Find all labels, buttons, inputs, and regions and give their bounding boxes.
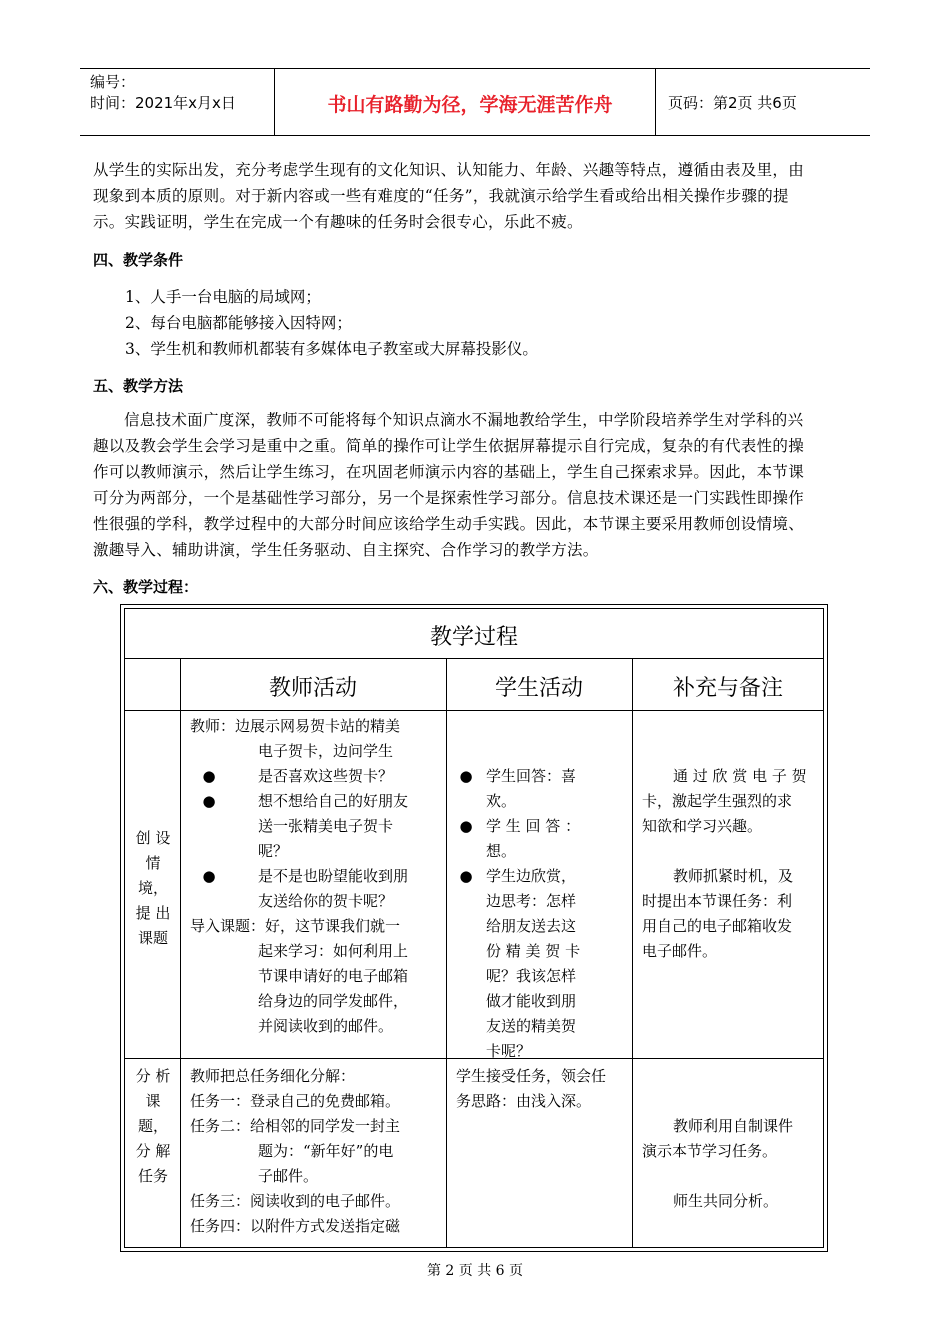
- text-line: 通 过 欣 赏 电 子 贺: [673, 767, 807, 785]
- text-line: 学生边欣赏，: [486, 867, 577, 885]
- notes-cell: [642, 1114, 820, 1214]
- list-item: 3、学生机和教师机都装有多媒体电子教室或大屏幕投影仪。: [125, 340, 538, 358]
- bullet-icon: ●: [459, 867, 473, 885]
- text-line: 并阅读收到的邮件。: [258, 1017, 394, 1035]
- list-item: [459, 764, 628, 814]
- list-item: 2、每台电脑都能够接入因特网；: [125, 314, 352, 332]
- text-line: 演示本节学习任务。: [642, 1142, 778, 1160]
- header-meta: [90, 72, 236, 114]
- label-line: 任务: [137, 1167, 168, 1185]
- bullet-icon: ●: [459, 767, 473, 785]
- list-item: [190, 864, 442, 914]
- text-line: 务思路：由浅入深。: [456, 1092, 592, 1110]
- bullet-icon: ●: [202, 792, 216, 810]
- text-line: 卡呢？: [486, 1042, 532, 1060]
- text-line: 节课申请好的电子邮箱: [258, 967, 409, 985]
- page-footer: 第 2 页 共 6 页: [426, 1263, 524, 1279]
- text-line: 作可以教师演示，然后让学生练习，在巩固老师演示内容的基础上，学生自己探索求异。因此，本节课: [93, 463, 805, 481]
- text-line: 性很强的学科，教学过程中的大部分时间应该给学生动手实践。因此，本节课主要采用教师创设情境、: [93, 515, 805, 533]
- section-heading: 五、教学方法: [93, 377, 184, 395]
- label-line: 课题: [137, 929, 168, 947]
- table-title: 教学过程: [429, 625, 518, 650]
- text-line: 任务二：给相邻的同学发一封主: [190, 1117, 401, 1135]
- label-line: 分 解: [135, 1142, 171, 1160]
- text-line: 任务一：登录自己的免费邮箱。: [190, 1092, 401, 1110]
- header-divider: [274, 68, 275, 136]
- text-line: 子邮件。: [258, 1167, 319, 1185]
- text-line: 给身边的同学发邮件，: [258, 992, 409, 1010]
- text-line: 现象到本质的原则。对于新内容或一些有难度的“任务”，我就演示给学生看或给出相关操作步骤的提: [93, 187, 789, 205]
- text-line: 想不想给自己的好朋友: [258, 792, 409, 810]
- text-line: 任务四：以附件方式发送指定磁: [190, 1217, 401, 1235]
- text-line: 学生回答：喜: [486, 767, 577, 785]
- row-label-create-scenario: [130, 826, 176, 951]
- teacher-activity-cell: [190, 1064, 442, 1239]
- label-line: 课: [145, 1092, 161, 1110]
- list-item: 1、人手一台电脑的局域网；: [125, 288, 321, 306]
- bullet-icon: ●: [202, 767, 216, 785]
- text-line: 呢？我该怎样: [486, 967, 577, 985]
- text-line: 示。实践证明，学生在完成一个有趣味的任务时会很专心，乐此不疲。: [93, 213, 583, 231]
- table-rule: [124, 658, 824, 659]
- list-item: [459, 864, 628, 1064]
- col-header-notes: 补充与备注: [672, 676, 783, 701]
- text-line: 学 生 回 答 ：: [486, 817, 581, 835]
- text-line: 想。: [486, 842, 517, 860]
- text-line: 趣以及教会学生会学习是重中之重。简单的操作可让学生依据屏幕提示自行完成，复杂的有代表性的操: [93, 437, 805, 455]
- text-line: 任务三：阅读收到的电子邮件。: [190, 1192, 401, 1210]
- header-bottom-rule: [80, 135, 870, 136]
- text-line: 题为：“新年好”的电: [258, 1142, 394, 1160]
- table-col-rule: [180, 658, 181, 1248]
- text-line: 从学生的实际出发，充分考虑学生现有的文化知识、认知能力、年龄、兴趣等特点，遵循由表及里，由: [93, 161, 805, 179]
- list-item: [190, 789, 442, 864]
- page-header: [80, 68, 870, 136]
- text-line: 教师把总任务细化分解：: [190, 1067, 356, 1085]
- doc-date: 时间：2021年x月x日: [90, 94, 236, 112]
- text-line: 导入课题：好，这节课我们就一: [190, 917, 401, 935]
- row-label-analyze-task: [130, 1064, 176, 1189]
- label-line: 分 析: [135, 1067, 171, 1085]
- bullet-icon: ●: [459, 817, 473, 835]
- text-line: 欢。: [486, 792, 517, 810]
- text-line: 教师：边展示网易贺卡站的精美: [190, 717, 401, 735]
- method-paragraph: [93, 407, 859, 563]
- intro-paragraph: [93, 157, 859, 235]
- text-line: 是不是也盼望能收到朋: [258, 867, 409, 885]
- text-line: 友送的精美贺: [486, 1017, 577, 1035]
- header-page-number: 页码：第2页 共6页: [668, 94, 797, 112]
- text-line: 卡，激起学生强烈的求: [642, 792, 793, 810]
- list-item: [190, 764, 442, 789]
- text-line: 学生接受任务，领会任: [456, 1067, 607, 1085]
- text-line: 用自己的电子邮箱收发: [642, 917, 793, 935]
- text-line: 师生共同分析。: [673, 1192, 779, 1210]
- header-top-rule: [80, 68, 870, 69]
- section-heading: 四、教学条件: [93, 251, 184, 269]
- text-line: 起来学习：如何利用上: [258, 942, 409, 960]
- text-line: 电子贺卡，边问学生: [258, 742, 394, 760]
- table-col-rule: [632, 658, 633, 1248]
- text-line: 做才能收到朋: [486, 992, 577, 1010]
- header-motto: 书山有路勤为径，学海无涯苦作舟: [327, 94, 613, 116]
- text-line: 边思考：怎样: [486, 892, 577, 910]
- text-line: 时提出本节课任务：利: [642, 892, 793, 910]
- label-line: 创 设: [135, 829, 171, 847]
- col-header-student: 学生活动: [494, 676, 583, 701]
- text-line: 份 精 美 贺 卡: [486, 942, 581, 960]
- text-line: 电子邮件。: [642, 942, 718, 960]
- label-line: 情: [145, 854, 161, 872]
- col-header-teacher: 教师活动: [268, 676, 357, 701]
- label-line: 提 出: [135, 904, 171, 922]
- text-line: 激趣导入、辅助讲演，学生任务驱动、自主探究、合作学习的教学方法。: [93, 541, 599, 559]
- teacher-activity-cell: [190, 714, 442, 1039]
- table-rule: [124, 710, 824, 711]
- text-line: 信息技术面广度深，教师不可能将每个知识点滴水不漏地教给学生，中学阶段培养学生对学科的兴: [124, 411, 804, 429]
- student-activity-cell: [456, 1064, 628, 1114]
- text-line: 友送给你的贺卡呢？: [258, 892, 394, 910]
- bullet-icon: ●: [202, 867, 216, 885]
- text-line: 给朋友送去这: [486, 917, 577, 935]
- section-heading: 六、教学过程：: [93, 578, 199, 596]
- label-line: 题，: [137, 1117, 168, 1135]
- label-line: 境，: [137, 879, 168, 897]
- student-activity-cell: [459, 764, 628, 1064]
- text-line: 教师利用自制课件: [673, 1117, 794, 1135]
- text-line: 教师抓紧时机，及: [673, 867, 794, 885]
- notes-cell: [642, 764, 820, 964]
- text-line: 送一张精美电子贺卡: [258, 817, 394, 835]
- text-line: 知欲和学习兴趣。: [642, 817, 763, 835]
- text-line: 呢？: [258, 842, 289, 860]
- list-item: [459, 814, 628, 864]
- text-line: 是否喜欢这些贺卡？: [258, 767, 394, 785]
- doc-number: 编号：: [90, 73, 136, 91]
- text-line: 可分为两部分，一个是基础性学习部分，另一个是探索性学习部分。信息技术课还是一门实践性即操作: [93, 489, 805, 507]
